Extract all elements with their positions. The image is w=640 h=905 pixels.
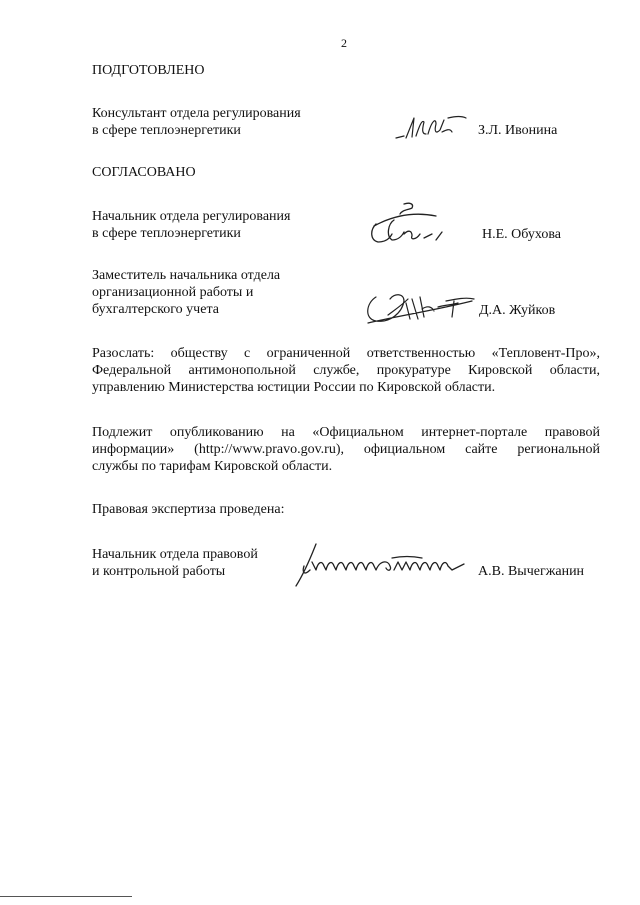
agreed-2-position-line3: бухгалтерского учета	[92, 302, 219, 317]
prepared-heading: ПОДГОТОВЛЕНО	[92, 63, 205, 78]
legal-signer-name: А.В. Вычегжанин	[478, 564, 585, 579]
prepared-name: З.Л. Ивонина	[478, 123, 558, 138]
page-number: 2	[341, 36, 347, 50]
agreed-heading: СОГЛАСОВАНО	[92, 165, 196, 180]
agreed-position-2	[92, 267, 280, 318]
legal-signer-position	[92, 546, 258, 580]
legal-signer-position-line2: и контрольной работы	[92, 564, 226, 579]
signature-vychegzhanin	[292, 540, 468, 588]
prepared-position-line1: Консультант отдела регулирования	[92, 106, 301, 121]
agreed-1-name: Н.Е. Обухова	[482, 227, 561, 242]
distribution-line2: Федеральной антимонопольной службе, прокуратуре Кировской области,	[92, 363, 600, 378]
distribution-line1: Разослать: обществу с ограниченной ответственностью «Тепловент-Про»,	[92, 346, 600, 361]
signature-ivonina	[392, 110, 472, 144]
distribution-line3: управлению Министерства юстиции России по Кировской области.	[92, 380, 496, 395]
agreed-2-name: Д.А. Жуйков	[479, 303, 556, 318]
publication-paragraph	[92, 424, 600, 475]
prepared-position-line2: в сфере теплоэнергетики	[92, 123, 241, 138]
publication-line1: Подлежит опубликованию на «Официальном интернет-портале правовой	[92, 425, 600, 440]
legal-signer-position-line1: Начальник отдела правовой	[92, 547, 258, 562]
agreed-position-1	[92, 208, 290, 242]
signature-obukhova	[366, 200, 450, 248]
publication-line2: информации» (http://www.pravo.gov.ru), официальном сайте региональной	[92, 442, 600, 457]
prepared-position	[92, 105, 301, 139]
agreed-1-position-line1: Начальник отдела регулирования	[92, 209, 291, 224]
agreed-1-position-line2: в сфере теплоэнергетики	[92, 226, 241, 241]
signature-zhuikov	[362, 285, 478, 331]
agreed-2-position-line2: организационной работы и	[92, 285, 254, 300]
footnote-rule	[0, 896, 132, 897]
legal-review-note: Правовая экспертиза проведена:	[92, 502, 285, 517]
publication-line3: службы по тарифам Кировской области.	[92, 459, 333, 474]
agreed-2-position-line1: Заместитель начальника отдела	[92, 268, 281, 283]
distribution-paragraph	[92, 345, 600, 396]
